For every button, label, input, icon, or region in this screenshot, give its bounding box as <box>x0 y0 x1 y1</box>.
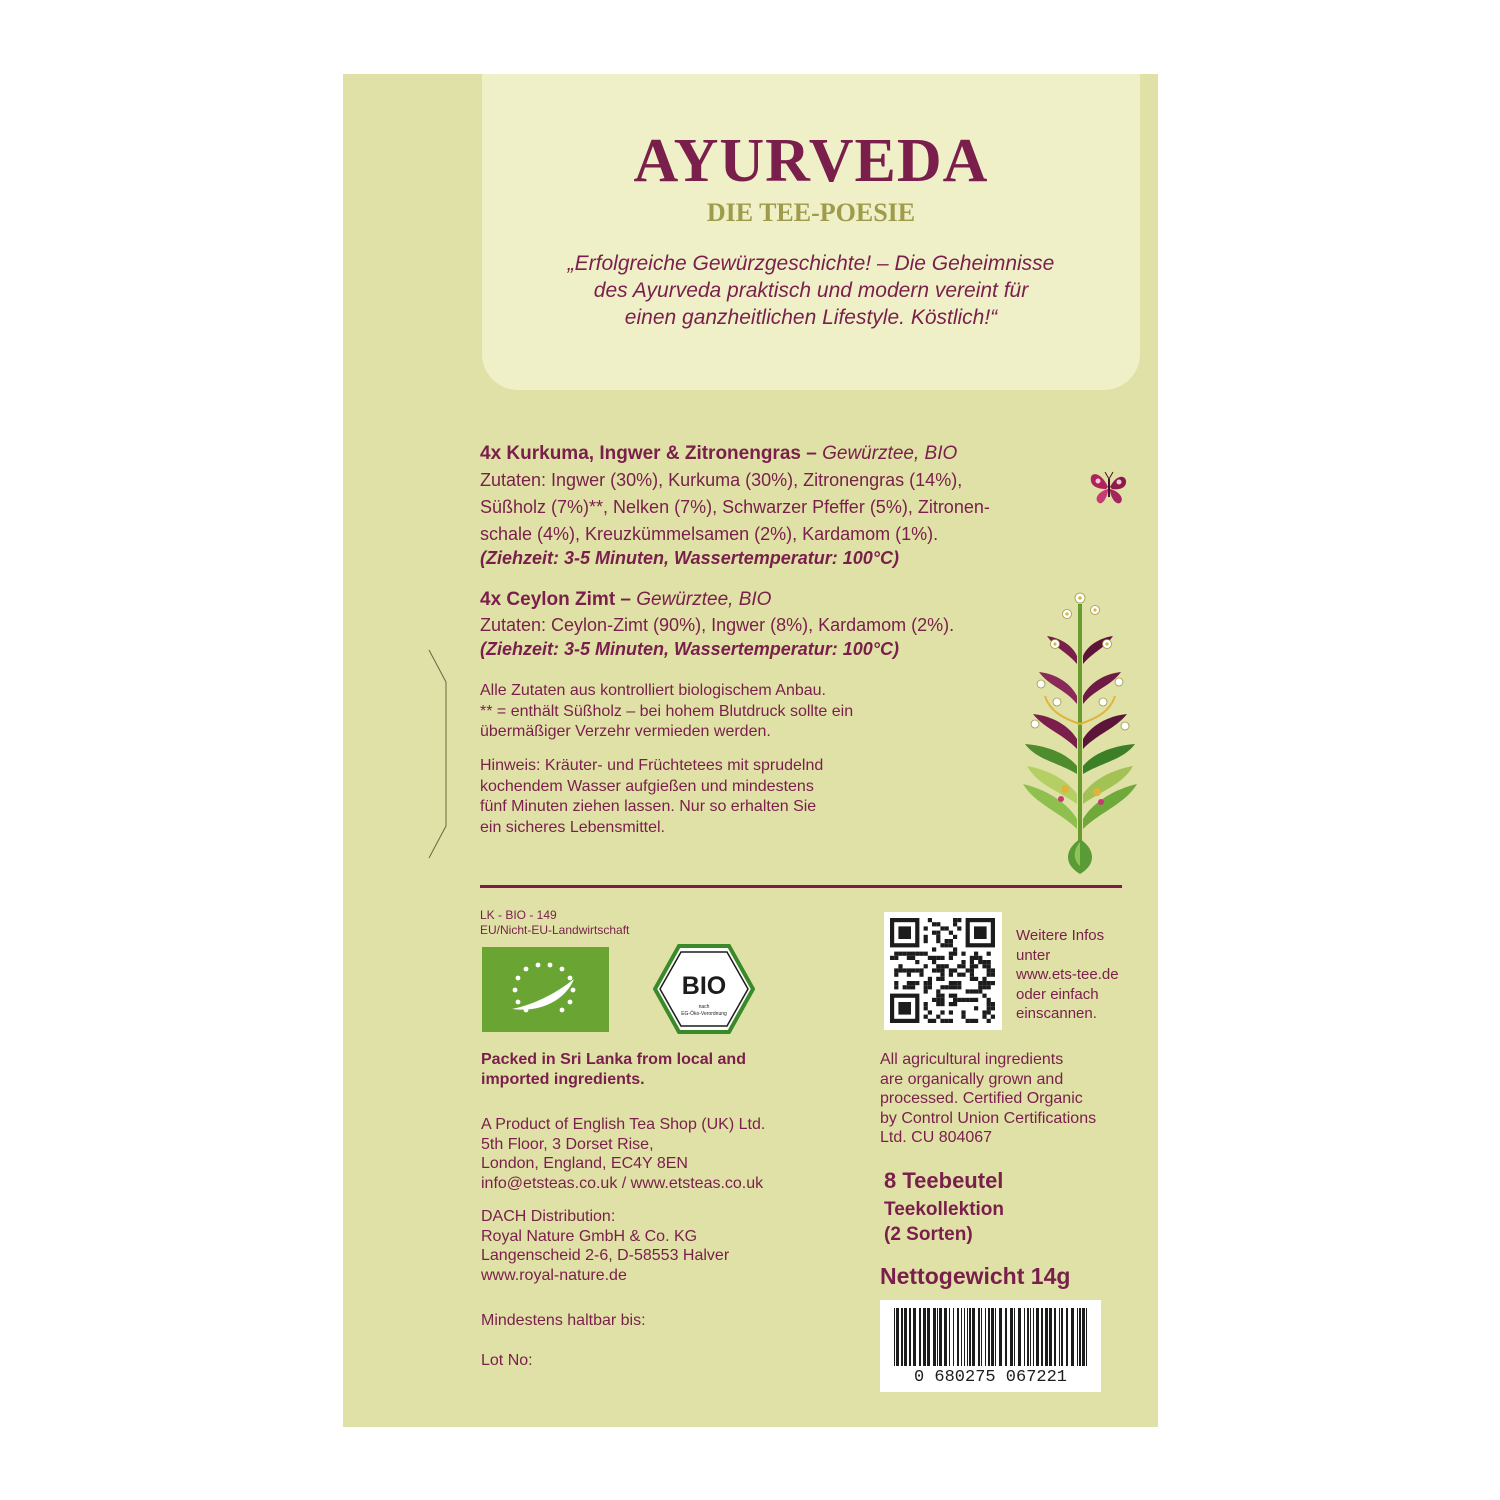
blend-2-title: 4x Ceylon Zimt – Gewürztee, BIO <box>480 589 772 610</box>
certification-code: LK - BIO - 149 EU/Nicht-EU-Landwirtschaft <box>480 908 630 937</box>
blend-1-brew-instructions: (Ziehzeit: 3-5 Minuten, Wassertemperatur: 100°C) <box>480 548 899 568</box>
quote-line: „Erfolgreiche Gewürzgeschichte! – Die Geheimnisse <box>567 252 1055 275</box>
barcode-bars <box>880 1300 1101 1370</box>
quote-line: einen ganzheitlichen Lifestyle. Köstlich!“ <box>624 306 998 329</box>
blend-2-type: Gewürztee, BIO <box>636 589 772 610</box>
teabag-count: 8 Teebeutel <box>884 1168 1004 1193</box>
lot-number: Lot No: <box>481 1352 533 1369</box>
barcode <box>880 1300 1101 1392</box>
product-title: AYURVEDA <box>633 127 989 195</box>
product-subtitle: DIE TEE-POESIE <box>706 198 916 227</box>
blend-1-ingredients: Zutaten: Ingwer (30%), Kurkuma (30%), Zitronengras (14%), Süßholz (7%)**, Nelken (7%), Schwarzer Pfeffer (5%), Zitronen- schale (4%), Kreuzkümmelsamen (2%), Kardamom (1%). <box>480 470 990 544</box>
barcode-number: 0 680275 067221 <box>913 1368 1068 1387</box>
header-panel <box>482 74 1140 390</box>
company-contact-link[interactable]: info@etsteas.co.uk / www.etsteas.co.uk <box>481 1174 764 1192</box>
blend-2 <box>480 589 1040 660</box>
plant-illustration <box>1015 584 1145 874</box>
butterfly-icon <box>1087 467 1131 507</box>
qr-info-text: Weitere Infos unter www.ets-tee.de oder einfach einscannen. <box>1016 927 1119 1022</box>
eu-organic-logo <box>482 947 609 1032</box>
website-link[interactable]: www.ets-tee.de <box>1016 966 1119 983</box>
tagline-quote <box>482 250 1140 331</box>
bio-seal-sub2: EG-Öko-Verordnung <box>681 1011 727 1017</box>
quote-line: des Ayurveda praktisch und modern vereint für <box>593 279 1029 302</box>
blend-1-title: 4x Kurkuma, Ingwer & Zitronengras – Gewürztee, BIO <box>480 443 958 464</box>
blend-2-brew-instructions: (Ziehzeit: 3-5 Minuten, Wassertemperatur: 100°C) <box>480 639 899 659</box>
fold-line <box>427 648 449 860</box>
collection-info: Teekollektion (2 Sorten) <box>884 1199 1005 1245</box>
qr-code-image <box>884 912 1002 1030</box>
preparation-hint: Hinweis: Kräuter- und Früchtetees mit sprudelnd kochendem Wasser aufgießen und mindestens fünf Minuten ziehen lassen. Nur so erhalten Sie ein sicheres Lebensmittel. <box>480 757 824 836</box>
blend-2-ingredients: Zutaten: Ceylon-Zimt (90%), Ingwer (8%), Kardamom (2%). <box>480 615 955 635</box>
distribution-address: DACH Distribution: Royal Nature GmbH & Co. KG Langenscheid 2-6, D-58553 Halver www.royal-nature.de <box>481 1208 730 1284</box>
qr-code[interactable] <box>884 912 1002 1030</box>
best-before: Mindestens haltbar bis: <box>481 1312 646 1329</box>
blend-1 <box>480 443 1040 569</box>
package-back <box>343 74 1158 1427</box>
section-divider <box>480 885 1122 888</box>
net-weight: Nettogewicht 14g <box>880 1263 1071 1289</box>
blend-1-type: Gewürztee, BIO <box>822 443 958 464</box>
organic-note: Alle Zutaten aus kontrolliert biologischem Anbau. ** = enthält Süßholz – bei hohem Blutdruck sollte ein übermäßiger Verzehr vermieden werden. <box>480 682 854 740</box>
bio-seal-logo <box>653 944 755 1034</box>
bio-seal-text: BIO <box>681 972 727 1000</box>
company-address: A Product of English Tea Shop (UK) Ltd. 5th Floor, 3 Dorset Rise, London, England, EC4Y 8EN info@etsteas.co.uk / www.etsteas.co.uk <box>481 1116 766 1192</box>
bio-seal-sub1: nach <box>698 1004 710 1010</box>
organic-statement: All agricultural ingredients are organically grown and processed. Certified Organic by Control Union Certifications Ltd. CU 804067 <box>880 1051 1097 1146</box>
packing-origin: Packed in Sri Lanka from local and imported ingredients. <box>481 1051 746 1088</box>
distribution-website-link[interactable]: www.royal-nature.de <box>481 1266 627 1284</box>
